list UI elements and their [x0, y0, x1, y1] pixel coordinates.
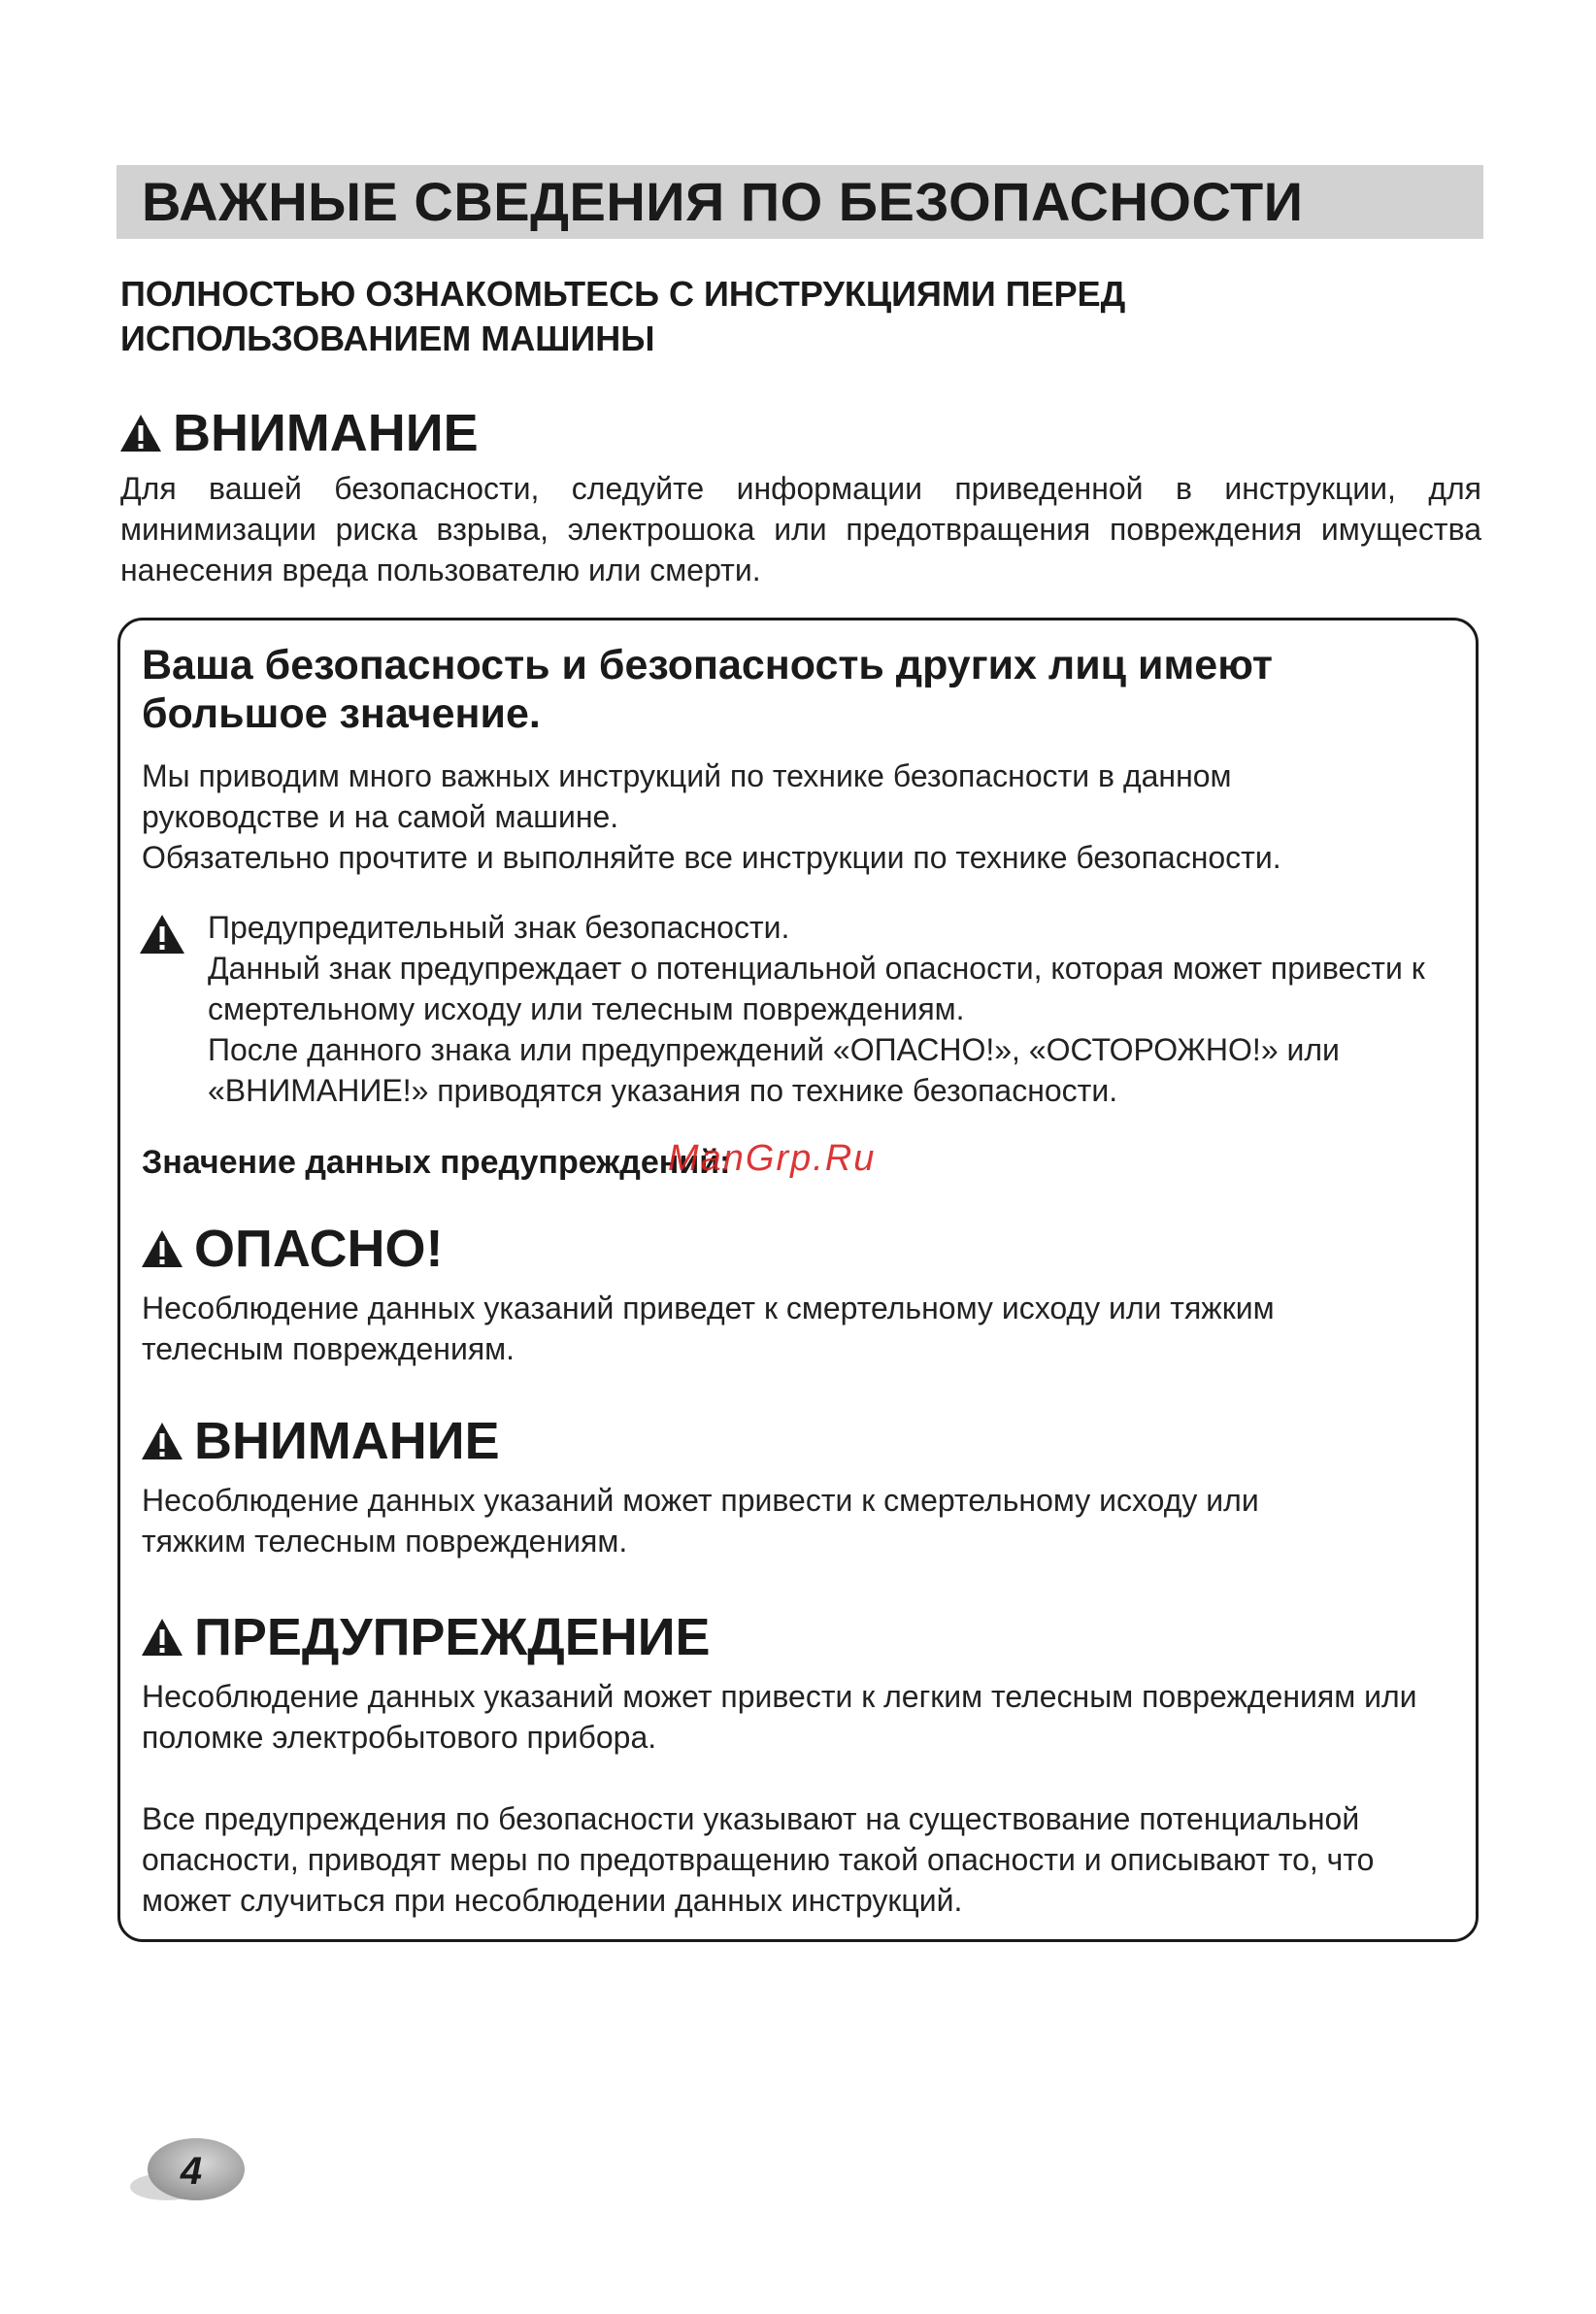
box-intro-2: Обязательно прочтите и выполняйте все инструкции по технике безопасности.	[142, 840, 1281, 875]
sign-desc: Данный знак предупреждает о потенциальной опасности, которая может привести к смертельному исходу или телесным повреждениям.	[208, 951, 1425, 1026]
closing-text: Все предупреждения по безопасности указывают на существование потенциальной опасности, приводят меры по предотвращению такой опасности и описывают то, что может случиться при несоблюдении данных инструкций.	[142, 1801, 1375, 1918]
danger-heading-text: ОПАСНО!	[194, 1220, 444, 1278]
warning-triangle-icon	[140, 1228, 184, 1269]
subtitle-line-2: ИСПОЛЬЗОВАНИЕМ МАШИНЫ	[120, 319, 655, 358]
danger-heading	[140, 1220, 443, 1278]
warning-triangle-icon	[140, 1617, 184, 1658]
sign-after: После данного знака или предупреждений «ОПАСНО!», «ОСТОРОЖНО!» или «ВНИМАНИЕ!» приводятся указания по технике безопасности.	[208, 1032, 1340, 1108]
warning-heading	[140, 1412, 500, 1470]
title-bar	[116, 165, 1483, 239]
attention-heading	[118, 404, 479, 462]
warning-text: Несоблюдение данных указаний может привести к смертельному исходу или тяжким телесным повреждениям.	[142, 1483, 1259, 1559]
meaning-label: Значение данных предупреждений:	[142, 1144, 731, 1181]
warning-triangle-icon	[138, 913, 186, 956]
subtitle-line-1: ПОЛНОСТЬЮ ОЗНАКОМЬТЕСЬ С ИНСТРУКЦИЯМИ ПЕРЕД	[120, 274, 1126, 314]
sign-description	[208, 907, 1460, 1111]
attention-heading-text: ВНИМАНИЕ	[173, 404, 479, 462]
caution-heading	[140, 1608, 711, 1666]
caution-heading-text: ПРЕДУПРЕЖДЕНИЕ	[194, 1608, 711, 1666]
caution-text: Несоблюдение данных указаний может привести к легким телесным повреждениям или поломке электробытового прибора.	[142, 1679, 1417, 1755]
box-title: Ваша безопасность и безопасность других лиц имеют большое значение.	[142, 642, 1273, 737]
danger-text: Несоблюдение данных указаний приведет к смертельному исходу или тяжким телесным повреждениям.	[142, 1291, 1275, 1366]
warning-heading-text: ВНИМАНИЕ	[194, 1412, 500, 1470]
attention-text: Для вашей безопасности, следуйте информации приведенной в инструкции, для минимизации риска взрыва, электрошока или предотвращения повреждения имущества нанесения вреда пользователю или смерти.	[120, 471, 1481, 587]
sign-text: Предупредительный знак безопасности.	[208, 910, 790, 945]
warning-triangle-icon	[118, 413, 163, 453]
watermark: ManGrp.Ru	[668, 1138, 877, 1179]
warning-triangle-icon	[140, 1421, 184, 1461]
box-intro-1: Мы приводим много важных инструкций по технике безопасности в данном руководстве и на самой машине.	[142, 758, 1232, 834]
page-title: ВАЖНЫЕ СВЕДЕНИЯ ПО БЕЗОПАСНОСТИ	[142, 171, 1304, 232]
subtitle	[120, 272, 1382, 361]
page-number: 4	[180, 2150, 203, 2193]
